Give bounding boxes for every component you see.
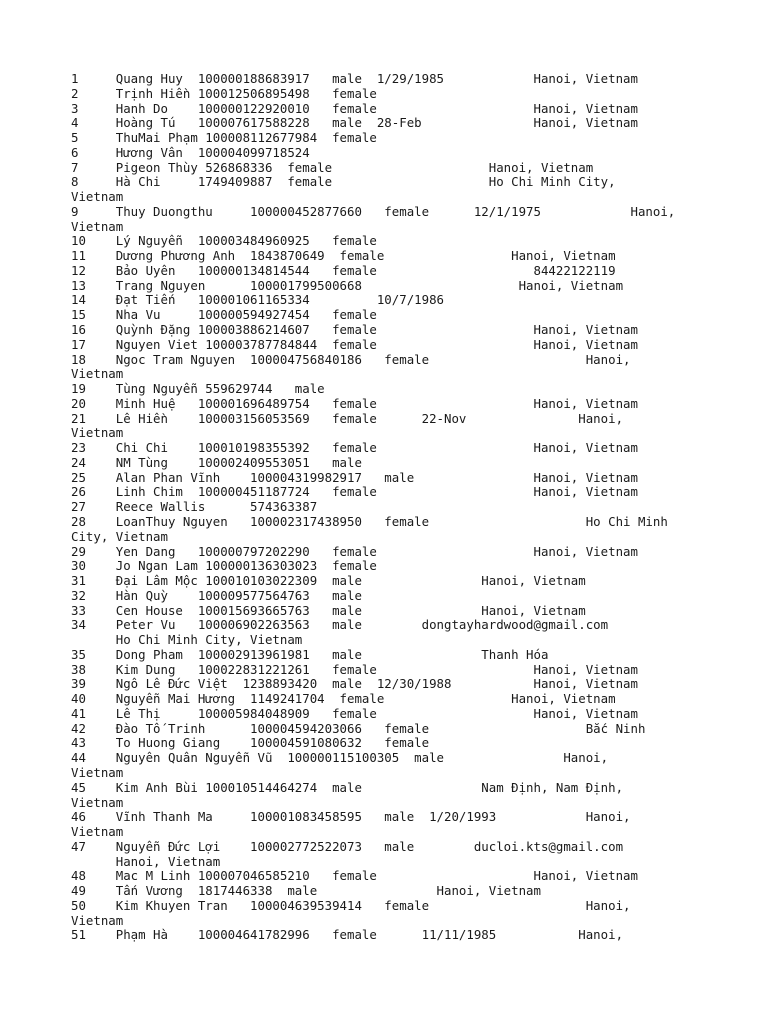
text-line: Vietnam: [71, 189, 124, 205]
text-line: 13 Trang Nguyen 100001799500668 Hanoi, Vietnam: [71, 277, 624, 293]
text-line: 29 Yen Dang 100000797202290 female Hanoi, Vietnam: [71, 543, 638, 559]
text-line: Vietnam: [71, 764, 124, 780]
text-line: 6 Hương Vân 100004099718524: [71, 144, 310, 160]
text-line: 27 Reece Wallis 574363387: [71, 499, 318, 515]
text-line: City, Vietnam: [71, 528, 168, 544]
text-line: 19 Tùng Nguyễn 559629744 male: [71, 381, 325, 397]
text-line: 12 Bảo Uyên 100000134814544 female 84422122119: [71, 262, 616, 278]
text-line: 41 Lê Thị 100005984048909 female Hanoi, Vietnam: [71, 705, 638, 721]
text-line: 21 Lê Hiền 100003156053569 female 22-Nov Hanoi,: [71, 410, 624, 426]
text-line: Hanoi, Vietnam: [71, 853, 221, 869]
text-line: 1 Quang Huy 100000188683917 male 1/29/1985 Hanoi, Vietnam: [71, 71, 638, 86]
text-line: 40 Nguyễn Mai Hương 1149241704 female Hanoi, Vietnam: [71, 691, 616, 707]
text-line: Vietnam: [71, 912, 124, 928]
text-line: 43 To Huong Giang 100004591080632 female: [71, 735, 430, 751]
text-line: 2 Trịnh Hiền 100012506895498 female: [71, 85, 377, 101]
text-line: 31 Đại Lâm Mộc 100010103022309 male Hanoi, Vietnam: [71, 573, 586, 589]
text-line: 34 Peter Vu 100006902263563 male dongtayhardwood@gmail.com: [71, 617, 609, 633]
text-line: 16 Quỳnh Đặng 100003886214607 female Hanoi, Vietnam: [71, 322, 638, 338]
text-line: Vietnam: [71, 425, 124, 441]
contact-list-text: [71, 72, 675, 943]
text-line: 51 Phạm Hà 100004641782996 female 11/11/1985 Hanoi,: [71, 927, 624, 943]
text-line: 48 Mac M Linh 100007046585210 female Hanoi, Vietnam: [71, 868, 638, 884]
text-line: 23 Chi Chi 100010198355392 female Hanoi, Vietnam: [71, 440, 638, 456]
text-line: Vietnam: [71, 218, 124, 234]
text-line: 8 Hà Chi 1749409887 female Ho Chi Minh City,: [71, 174, 616, 190]
text-line: 11 Dương Phương Anh 1843870649 female Hanoi, Vietnam: [71, 248, 616, 264]
text-line: 39 Ngô Lê Đức Việt 1238893420 male 12/30/1988 Hanoi, Vietnam: [71, 676, 638, 692]
text-line: 44 Nguyên Quân Nguyễn Vũ 100000115100305 male Hanoi,: [71, 750, 609, 766]
text-line: 14 Đạt Tiến 100001061165334 10/7/1986: [71, 292, 444, 308]
text-line: 10 Lý Nguyễn 100003484960925 female: [71, 233, 377, 249]
text-line: 26 Linh Chim 100000451187724 female Hanoi, Vietnam: [71, 484, 638, 500]
text-line: 28 LoanThuy Nguyen 100002317438950 female Ho Chi Minh: [71, 513, 668, 529]
text-line: 50 Kim Khuyen Tran 100004639539414 female Hanoi,: [71, 897, 631, 913]
text-line: Ho Chi Minh City, Vietnam: [71, 632, 303, 648]
text-line: 46 Vĩnh Thanh Ma 100001083458595 male 1/20/1993 Hanoi,: [71, 809, 631, 825]
text-line: 32 Hàn Quỳ 100009577564763 male: [71, 587, 362, 603]
text-line: Vietnam: [71, 824, 124, 840]
text-line: 9 Thuy Duongthu 100000452877660 female 12/1/1975 Hanoi,: [71, 203, 676, 219]
text-line: 45 Kim Anh Bùi 100010514464274 male Nam Định, Nam Định,: [71, 779, 624, 795]
text-line: 25 Alan Phan Vĩnh 100004319982917 male Hanoi, Vietnam: [71, 469, 638, 485]
text-line: 38 Kim Dung 100022831221261 female Hanoi, Vietnam: [71, 661, 638, 677]
text-line: 5 ThuMai Phạm 100008112677984 female: [71, 130, 377, 146]
text-line: 24 NM Tùng 100002409553051 male: [71, 454, 362, 470]
text-line: 17 Nguyen Viet 100003787784844 female Hanoi, Vietnam: [71, 336, 638, 352]
text-line: 4 Hoàng Tú 100007617588228 male 28-Feb Hanoi, Vietnam: [71, 115, 638, 131]
text-line: 7 Pigeon Thùy 526868336 female Hanoi, Vietnam: [71, 159, 594, 175]
text-line: 47 Nguyễn Đức Lợi 100002772522073 male ducloi.kts@gmail.com: [71, 838, 624, 854]
text-line: Vietnam: [71, 366, 124, 382]
text-line: Vietnam: [71, 794, 124, 810]
text-line: 3 Hanh Do 100000122920010 female Hanoi, Vietnam: [71, 100, 638, 116]
text-line: 30 Jo Ngan Lam 100000136303023 female: [71, 558, 377, 574]
text-line: 49 Tấn Vương 1817446338 male Hanoi, Vietnam: [71, 883, 541, 899]
text-line: 35 Dong Pham 100002913961981 male Thanh Hóa: [71, 646, 549, 662]
text-line: 18 Ngoc Tram Nguyen 100004756840186 female Hanoi,: [71, 351, 631, 367]
text-line: 33 Cen House 100015693665763 male Hanoi, Vietnam: [71, 602, 586, 618]
text-line: 20 Minh Huệ 100001696489754 female Hanoi, Vietnam: [71, 395, 638, 411]
text-line: 15 Nha Vu 100000594927454 female: [71, 307, 377, 323]
text-line: 42 Đào Tố Trinh 100004594203066 female Bắc Ninh: [71, 720, 646, 736]
